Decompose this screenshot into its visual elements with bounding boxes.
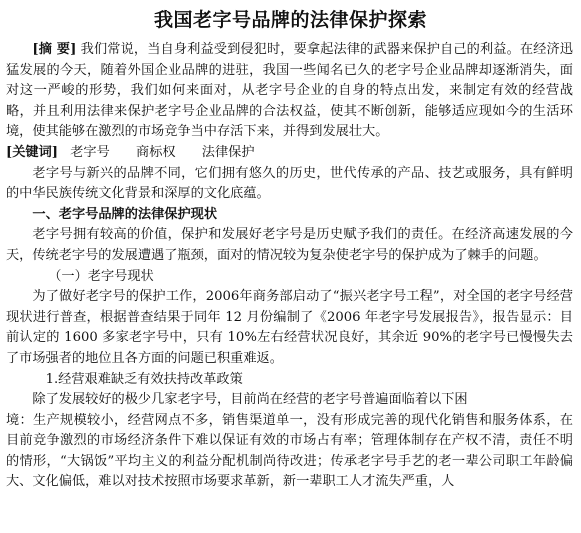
section-heading: 一、老字号品牌的法律保护现状 <box>32 206 218 222</box>
keyword-item: 老字号 <box>70 144 110 160</box>
section-paragraph: 老字号拥有较高的价值，保护和发展好老字号是历史赋予我们的责任。在经济高速发展的今天，传统老字号的发展遭遇了瓶颈，面对的情况较为复杂使老字号的保护成为了棘手的问题。 <box>6 227 573 263</box>
item-paragraph-lead: 除了发展较好的极少几家老字号，目前尚在经营的老字号普遍面临着以下困 <box>32 392 468 408</box>
document-body <box>0 40 581 493</box>
subsection-heading: （一）老字号现状 <box>48 268 154 284</box>
keywords-line <box>6 143 573 164</box>
subsection-paragraph: 为了做好老字号的保护工作，2006年商务部启动了“振兴老字号工程”，对全国的老字号经营现状进行普查，根据普查结果于同年 12 月份编制了《2006 年老字号发展报告》，报告显示：目前认定的 1600 多家老字号中，只有 10%左右经营状况良好，其余近 90%的老字号已慢慢失去了市场强者的地位且各方面的问题已积重难返。 <box>6 289 573 366</box>
document-title: 我国老字号品牌的法律保护探索 <box>153 9 427 31</box>
abstract-paragraph <box>6 40 573 143</box>
keywords-label: [关键词] <box>6 144 59 160</box>
keyword-item: 法律保护 <box>201 144 255 160</box>
item-heading: 1.经营艰难缺乏有效扶持改革政策 <box>45 371 243 387</box>
keyword-item: 商标权 <box>136 144 176 160</box>
intro-paragraph: 老字号与新兴的品牌不同，它们拥有悠久的历史，世代传承的产品、技艺或服务，具有鲜明的中华民族传统文化背景和深厚的文化底蕴。 <box>6 165 573 202</box>
item-paragraph-rest: 境：生产规模较小，经营网点不多，销售渠道单一，没有形成完善的现代化销售和服务体系，在目前竞争激烈的市场经济条件下难以保证有效的市场占有率；管理体制存在产权不清，责任不明的情形，“大锅饭”平均主义的利益分配机制尚待改进；传承老字号手艺的老一辈公司职工年龄偏大、文化偏低，难以对技术按照市场要求革新，新一辈职工人才流失严重，人 <box>6 412 573 490</box>
abstract-label: [摘 要] <box>32 42 77 57</box>
abstract-text: 我们常说，当自身利益受到侵犯时，要拿起法律的武器来保护自己的利益。在经济迅猛发展的今天，随着外国企业品牌的进驻，我国一些闻名已久的老字号企业品牌却逐渐消失，面对这一严峻的形势，我们如何来面对，从老字号企业的自身的特点出发，来制定有效的经营战略，并且利用法律来保护老字号企业品牌的合法权益，使其不断创新，能够适应现如今的生活环境，使其能够在激烈的市场竞争当中存活下来，并得到发展壮大。 <box>6 42 573 140</box>
